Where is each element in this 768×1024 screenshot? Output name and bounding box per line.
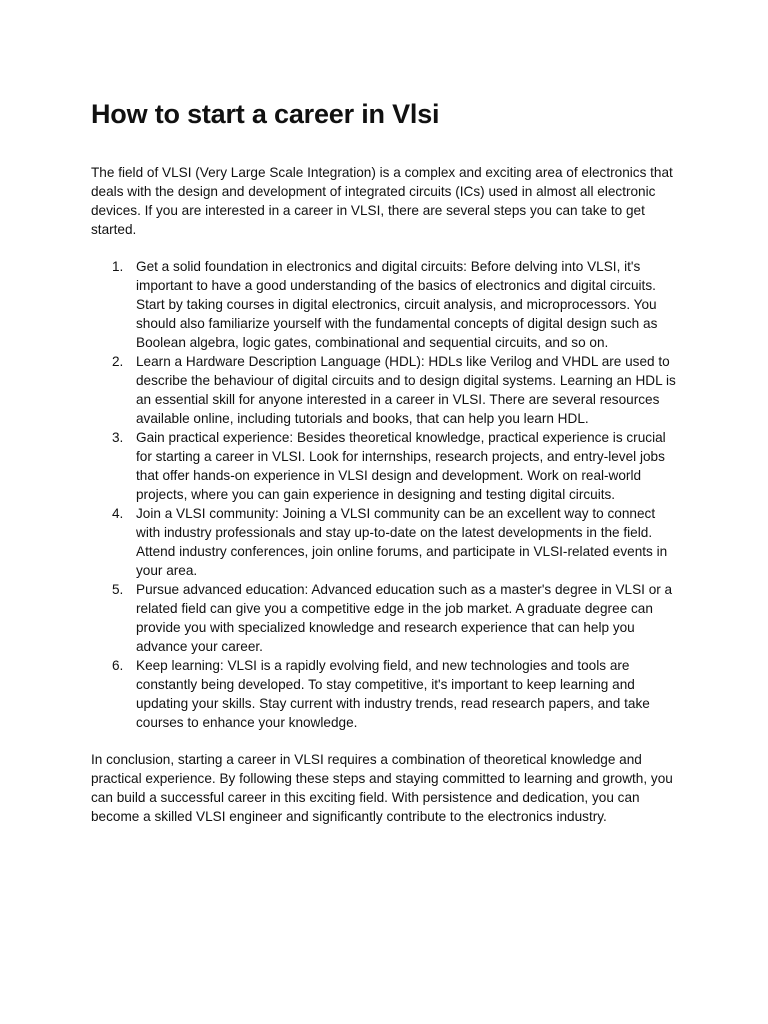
step-text: Pursue advanced education: Advanced education such as a master's degree in VLSI or a related field can give you a competitive edge in the job market. A graduate degree can provide you with specialized knowledge and research experience that can help you advance your career.	[136, 582, 673, 654]
step-number: 4.	[112, 506, 124, 521]
step-text: Learn a Hardware Description Language (HDL): HDLs like Verilog and VHDL are used to describe the behaviour of digital circuits and to design digital systems. Learning an HDL is an essential skill for anyone interested in a career in VLSI. There are several resources available online, including tutorials and books, that can help you learn HDL.	[136, 354, 676, 426]
list-item	[91, 504, 681, 580]
document-page	[91, 96, 681, 826]
conclusion-paragraph: In conclusion, starting a career in VLSI requires a combination of theoretical knowledge and practical experience. By following these steps and staying committed to learning and growth, you can build a successful career in this exciting field. With persistence and dedication, you can become a skilled VLSI engineer and significantly contribute to the electronics industry.	[91, 752, 673, 824]
step-number: 5.	[112, 582, 124, 597]
step-text: Get a solid foundation in electronics and digital circuits: Before delving into VLSI, it's important to have a good understanding of the basics of electronics and digital circuits. Start by taking courses in digital electronics, circuit analysis, and microprocessors. You should also familiarize yourself with the fundamental concepts of digital design such as Boolean algebra, logic gates, combinational and sequential circuits, and so on.	[136, 259, 658, 350]
steps-list	[91, 257, 681, 732]
list-item	[91, 656, 681, 732]
list-item	[91, 352, 681, 428]
step-number: 2.	[112, 354, 124, 369]
step-text: Join a VLSI community: Joining a VLSI community can be an excellent way to connect with industry professionals and stay up-to-date on the latest developments in the field. Attend industry conferences, join online forums, and participate in VLSI-related events in your area.	[136, 506, 668, 578]
step-number: 6.	[112, 658, 124, 673]
intro-paragraph: The field of VLSI (Very Large Scale Integration) is a complex and exciting area of electronics that deals with the design and development of integrated circuits (ICs) used in almost all electronic devices. If you are interested in a career in VLSI, there are several steps you can take to get started.	[91, 165, 673, 237]
document-title: How to start a career in Vlsi	[91, 99, 440, 129]
step-number: 3.	[112, 430, 124, 445]
list-item	[91, 580, 681, 656]
list-item	[91, 257, 681, 352]
list-item	[91, 428, 681, 504]
step-text: Keep learning: VLSI is a rapidly evolving field, and new technologies and tools are constantly being developed. To stay competitive, it's important to keep learning and updating your skills. Stay current with industry trends, read research papers, and take courses to enhance your knowledge.	[136, 658, 650, 730]
step-text: Gain practical experience: Besides theoretical knowledge, practical experience is crucial for starting a career in VLSI. Look for internships, research projects, and entry-level jobs that offer hands-on experience in VLSI design and development. Work on real-world projects, where you can gain experience in designing and testing digital circuits.	[136, 430, 666, 502]
step-number: 1.	[112, 259, 124, 274]
